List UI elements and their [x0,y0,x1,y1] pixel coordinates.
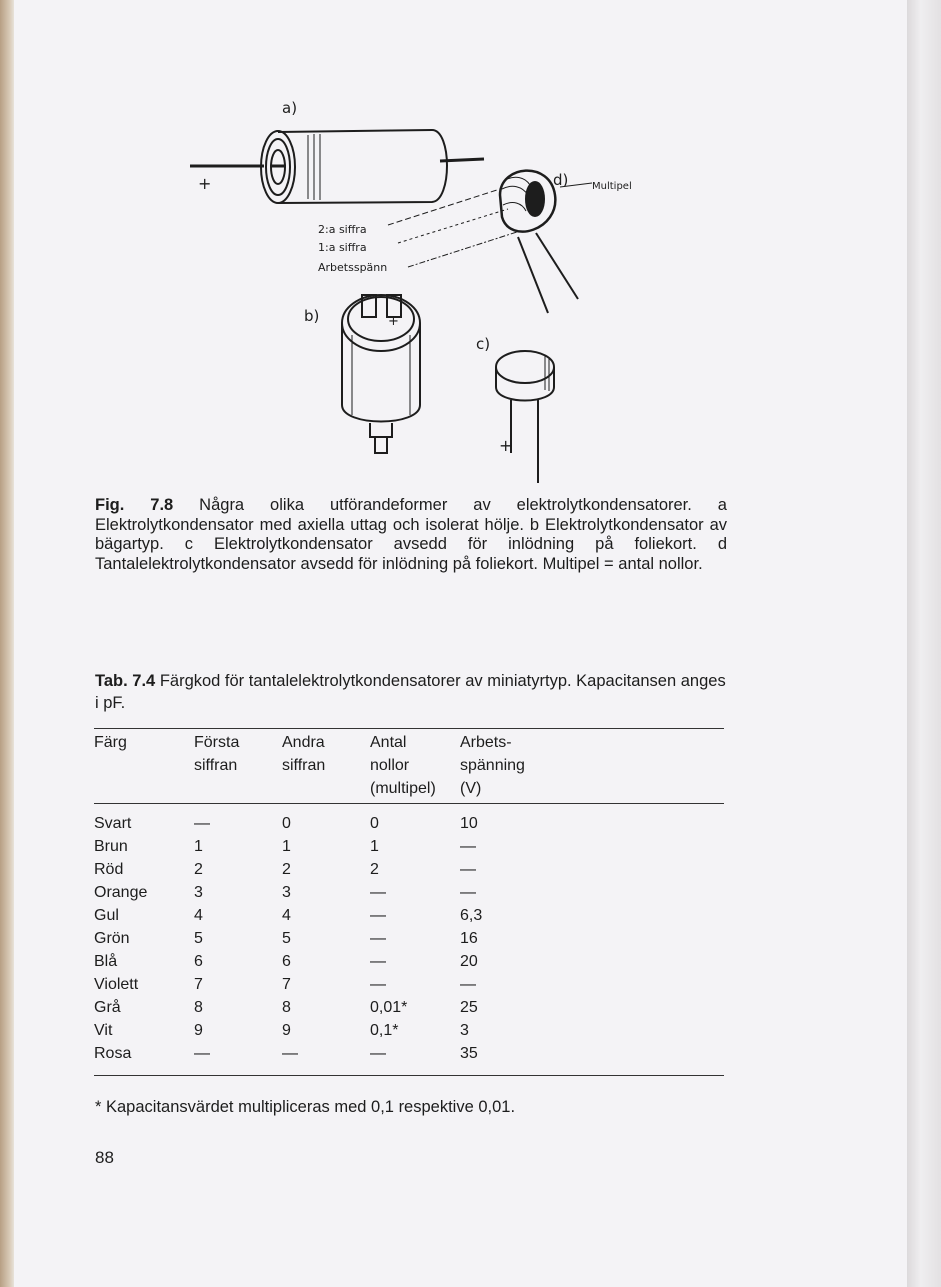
header-spanning: Arbets- spänning (V) [460,734,525,797]
table-caption [95,670,727,714]
color-code-table [94,728,724,1076]
axial-capacitor-drawing [190,130,484,203]
table-row [94,835,724,858]
cell-antal: 0,1* [370,1022,399,1039]
table-row [94,804,724,836]
label-c: c) [476,335,491,353]
cell-andra: 7 [282,976,291,993]
cell-forsta: 4 [194,907,203,924]
pcb-capacitor-drawing [496,351,554,483]
table-header-row [94,729,724,804]
cell-spanning: 20 [460,953,478,970]
cell-farg: Violett [94,976,139,993]
cell-antal: — [370,930,386,947]
table-row [94,904,724,927]
cell-farg: Orange [94,884,148,901]
header-andra: Andra siffran [282,734,326,774]
cell-forsta: — [194,815,210,832]
cell-andra: 6 [282,953,291,970]
cell-farg: Gul [94,907,119,924]
table-row [94,858,724,881]
cell-spanning: 6,3 [460,907,483,924]
cell-farg: Svart [94,815,132,832]
cell-andra: — [282,1045,298,1062]
cell-antal: 1 [370,838,379,855]
table-footnote: * Kapacitansvärdet multipliceras med 0,1 respektive 0,01. [95,1098,516,1116]
capacitor-illustration [170,85,690,495]
cell-antal: — [370,884,386,901]
table-row [94,927,724,950]
table-row [94,950,724,973]
cell-farg: Brun [94,838,128,855]
cell-andra: 1 [282,838,291,855]
label-forsta-siffra: 1:a siffra [318,241,367,254]
table-row [94,881,724,904]
cell-spanning: 16 [460,930,478,947]
table-row [94,996,724,1019]
cell-andra: 8 [282,999,291,1016]
cell-farg: Grön [94,930,130,947]
cell-andra: 5 [282,930,291,947]
cell-andra: 9 [282,1022,291,1039]
label-d: d) [553,171,569,189]
cell-forsta: 6 [194,953,203,970]
label-b: b) [304,307,320,325]
cell-forsta: 5 [194,930,203,947]
cell-spanning: 25 [460,999,478,1016]
figure-caption-text: Några olika utförandeformer av elektrolytkondensatorer. a Elektrolytkondensator med axiella uttag och isolerat hölje. b Elektrolytkondensator av bägartyp. c Elektrolytkondensator avsedd för inlödning på foliekort. d Tantalelektrolytkondensator avsedd för inlödning på foliekort. Multipel = antal nollor. [95,496,727,573]
cell-spanning: — [460,976,476,993]
cell-forsta: 3 [194,884,203,901]
label-a: a) [282,99,298,117]
cell-spanning: 10 [460,815,478,832]
table-row [94,1019,724,1042]
cell-forsta: 8 [194,999,203,1016]
page-number: 88 [95,1148,114,1167]
tantalum-capacitor-drawing [500,171,578,313]
cell-andra: 2 [282,861,291,878]
cell-farg: Blå [94,953,118,970]
cell-forsta: 7 [194,976,203,993]
table-title: Färgkod för tantalelektrolytkondensatorer av miniatyrtyp. Kapacitansen anges i pF. [95,672,726,712]
cell-farg: Vit [94,1022,113,1039]
table-label: Tab. 7.4 [95,672,156,690]
figure-label: Fig. 7.8 [95,496,174,514]
plus-label-b: + [388,314,399,329]
cell-forsta: 2 [194,861,203,878]
cell-antal: — [370,976,386,993]
cell-spanning: — [460,861,476,878]
cell-forsta: — [194,1045,210,1062]
table-row [94,1042,724,1076]
cell-antal: — [370,1045,386,1062]
cell-forsta: 1 [194,838,203,855]
cell-spanning: — [460,838,476,855]
header-farg: Färg [94,734,127,751]
figure-caption [95,496,727,574]
cell-forsta: 9 [194,1022,203,1039]
can-capacitor-drawing [342,295,420,453]
cell-andra: 3 [282,884,291,901]
cell-antal: 0,01* [370,999,408,1016]
plus-label-a: + [198,174,212,193]
cell-antal: — [370,953,386,970]
cell-andra: 4 [282,907,291,924]
plus-label-c: + [499,436,513,455]
label-andra-siffra: 2:a siffra [318,223,367,236]
cell-farg: Röd [94,861,124,878]
page-right-edge [907,0,941,1287]
cell-andra: 0 [282,815,291,832]
cell-farg: Rosa [94,1045,132,1062]
header-forsta: Första siffran [194,734,240,774]
cell-spanning: 3 [460,1022,469,1039]
page-binding-edge [0,0,14,1287]
label-arbetsspann: Arbetsspänn [318,261,388,274]
cell-antal: 2 [370,861,379,878]
label-multipel: Multipel [592,181,632,192]
cell-antal: — [370,907,386,924]
cell-farg: Grå [94,999,121,1016]
header-antal: Antal nollor (multipel) [370,734,436,797]
cell-spanning: 35 [460,1045,478,1062]
cell-antal: 0 [370,815,379,832]
table-row [94,973,724,996]
cell-spanning: — [460,884,476,901]
